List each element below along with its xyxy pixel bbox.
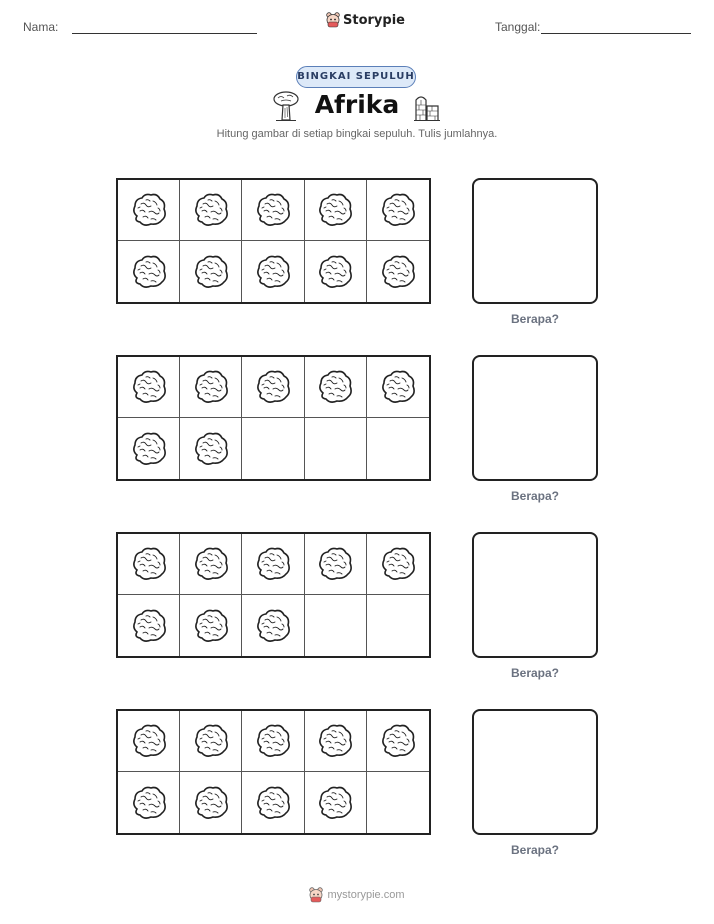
rock-icon bbox=[315, 783, 355, 823]
ten-frame bbox=[116, 178, 431, 304]
ten-frame-cell bbox=[367, 180, 429, 241]
rock-icon bbox=[129, 252, 169, 292]
ten-frame-cell bbox=[118, 241, 180, 302]
ten-frame-cell bbox=[305, 711, 367, 772]
ten-frame-cell bbox=[118, 418, 180, 479]
ten-frame-cell bbox=[367, 772, 429, 833]
rock-icon bbox=[253, 367, 293, 407]
ten-frame-cell bbox=[180, 180, 242, 241]
rock-icon bbox=[253, 606, 293, 646]
date-label: Tanggal: bbox=[495, 20, 541, 34]
ten-frame bbox=[116, 709, 431, 835]
rock-icon bbox=[378, 721, 418, 761]
storypie-mascot-icon bbox=[309, 887, 323, 903]
ten-frame-cell bbox=[118, 772, 180, 833]
answer-label: Berapa? bbox=[510, 312, 560, 326]
rock-icon bbox=[191, 252, 231, 292]
answer-box[interactable] bbox=[472, 355, 598, 481]
ruins-icon bbox=[413, 90, 441, 122]
ten-frame-cell bbox=[118, 711, 180, 772]
rock-icon bbox=[253, 252, 293, 292]
ten-frame-cell bbox=[180, 595, 242, 656]
ten-frame-cell bbox=[242, 180, 304, 241]
ten-frame-cell bbox=[305, 357, 367, 418]
ten-frame-cell bbox=[242, 711, 304, 772]
rock-icon bbox=[378, 190, 418, 230]
rock-icon bbox=[191, 190, 231, 230]
ten-frame-cell bbox=[367, 357, 429, 418]
ten-frame-cell bbox=[242, 418, 304, 479]
worksheet-type-badge: BINGKAI SEPULUH bbox=[296, 66, 416, 88]
answer-label: Berapa? bbox=[510, 489, 560, 503]
ten-frame-cell bbox=[180, 418, 242, 479]
ten-frame-cell bbox=[305, 241, 367, 302]
ten-frame-cell bbox=[367, 241, 429, 302]
footer bbox=[0, 887, 714, 903]
brand-logo bbox=[326, 12, 405, 28]
answer-box[interactable] bbox=[472, 178, 598, 304]
ten-frame bbox=[116, 532, 431, 658]
rock-icon bbox=[191, 783, 231, 823]
rock-icon bbox=[315, 252, 355, 292]
rock-icon bbox=[129, 429, 169, 469]
ten-frame-cell bbox=[242, 595, 304, 656]
rock-icon bbox=[191, 367, 231, 407]
ten-frame-cell bbox=[118, 595, 180, 656]
brand-name: Storypie bbox=[343, 12, 405, 28]
name-field[interactable] bbox=[72, 33, 257, 34]
ten-frame-cell bbox=[242, 357, 304, 418]
page-title: Afrika bbox=[314, 90, 400, 119]
rock-icon bbox=[191, 721, 231, 761]
rock-icon bbox=[315, 190, 355, 230]
ten-frame-cell bbox=[367, 418, 429, 479]
ten-frame-cell bbox=[180, 534, 242, 595]
answer-box[interactable] bbox=[472, 709, 598, 835]
rock-icon bbox=[191, 544, 231, 584]
storypie-mascot-icon bbox=[326, 12, 340, 28]
ten-frame-cell bbox=[118, 534, 180, 595]
rock-icon bbox=[253, 721, 293, 761]
rock-icon bbox=[253, 544, 293, 584]
instruction-text: Hitung gambar di setiap bingkai sepuluh. Tulis jumlahnya. bbox=[216, 128, 498, 140]
name-label: Nama: bbox=[23, 20, 59, 34]
rock-icon bbox=[129, 606, 169, 646]
ten-frame-cell bbox=[367, 595, 429, 656]
ten-frame-cell bbox=[305, 595, 367, 656]
rock-icon bbox=[129, 721, 169, 761]
ten-frame-cell bbox=[242, 534, 304, 595]
rock-icon bbox=[378, 252, 418, 292]
rock-icon bbox=[129, 544, 169, 584]
footer-url: mystorypie.com bbox=[327, 889, 405, 901]
ten-frame-cell bbox=[242, 241, 304, 302]
rock-icon bbox=[315, 721, 355, 761]
rock-icon bbox=[253, 190, 293, 230]
rock-icon bbox=[378, 544, 418, 584]
rock-icon bbox=[129, 367, 169, 407]
rock-icon bbox=[191, 429, 231, 469]
ten-frame-cell bbox=[367, 711, 429, 772]
rock-icon bbox=[191, 606, 231, 646]
rock-icon bbox=[315, 544, 355, 584]
ten-frame-cell bbox=[118, 180, 180, 241]
rock-icon bbox=[129, 783, 169, 823]
answer-label: Berapa? bbox=[510, 666, 560, 680]
rock-icon bbox=[315, 367, 355, 407]
ten-frame-cell bbox=[305, 180, 367, 241]
ten-frame-cell bbox=[180, 357, 242, 418]
ten-frame-cell bbox=[180, 772, 242, 833]
ten-frame-cell bbox=[305, 534, 367, 595]
ten-frame-cell bbox=[180, 711, 242, 772]
rock-icon bbox=[253, 783, 293, 823]
ten-frame-cell bbox=[180, 241, 242, 302]
ten-frame-cell bbox=[242, 772, 304, 833]
ten-frame bbox=[116, 355, 431, 481]
answer-box[interactable] bbox=[472, 532, 598, 658]
ten-frame-cell bbox=[367, 534, 429, 595]
answer-label: Berapa? bbox=[510, 843, 560, 857]
ten-frame-cell bbox=[305, 418, 367, 479]
rock-icon bbox=[129, 190, 169, 230]
ten-frame-cell bbox=[118, 357, 180, 418]
date-field[interactable] bbox=[541, 33, 691, 34]
rock-icon bbox=[378, 367, 418, 407]
ten-frame-cell bbox=[305, 772, 367, 833]
